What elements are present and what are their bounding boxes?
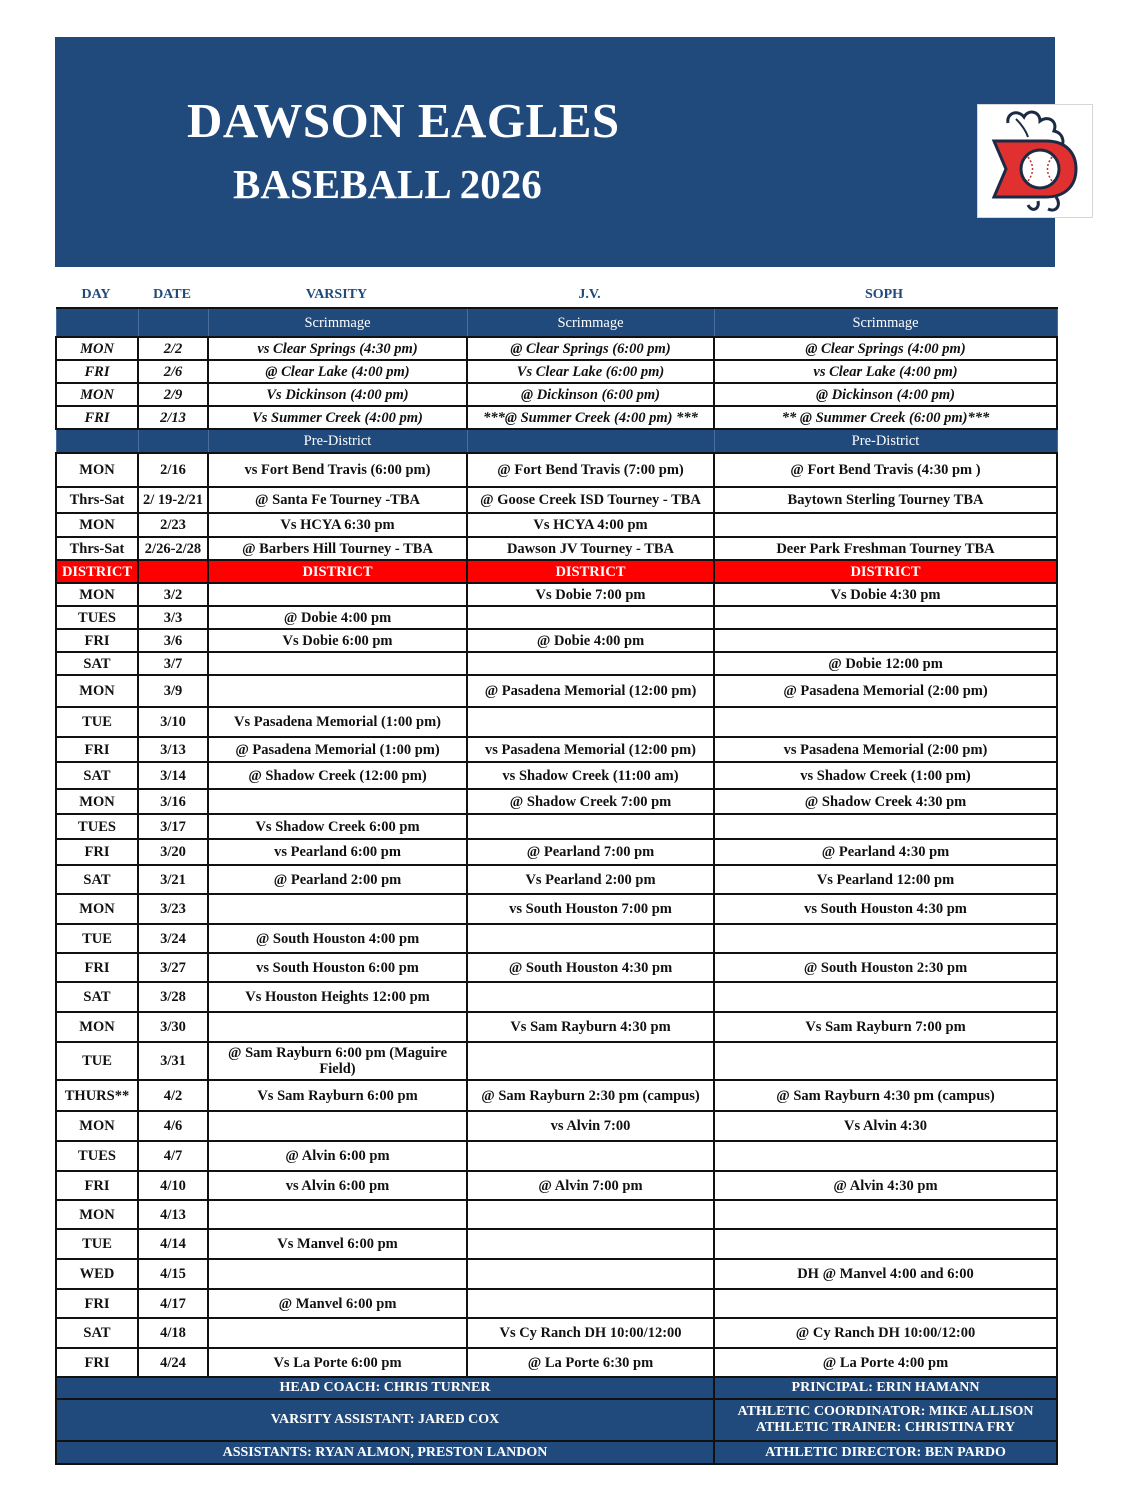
cell-day: MON <box>56 337 138 360</box>
table-row <box>56 814 1057 839</box>
cell-day: DISTRICT <box>56 560 138 583</box>
cell-jv: vs Pasadena Memorial (12:00 pm) <box>467 737 714 762</box>
cell-date: 4/24 <box>138 1348 208 1377</box>
cell-day: MON <box>56 789 138 814</box>
cell-date: 4/18 <box>138 1318 208 1348</box>
cell-varsity <box>208 1200 467 1229</box>
cell-varsity: @ Alvin 6:00 pm <box>208 1141 467 1171</box>
cell-varsity: Vs Dickinson (4:00 pm) <box>208 383 467 406</box>
cell-date: 4/14 <box>138 1229 208 1259</box>
cell-soph: vs Pasadena Memorial (2:00 pm) <box>714 737 1057 762</box>
cell-date: 3/23 <box>138 894 208 924</box>
cell-jv: @ South Houston 4:30 pm <box>467 953 714 982</box>
cell-soph: Vs Alvin 4:30 <box>714 1111 1057 1141</box>
table-row <box>56 1042 1057 1080</box>
cell-date: 3/27 <box>138 953 208 982</box>
table-row <box>56 1012 1057 1042</box>
cell-soph <box>714 1289 1057 1318</box>
cell-jv: @ La Porte 6:30 pm <box>467 1348 714 1377</box>
head-coach <box>56 1377 714 1399</box>
cell-soph <box>714 1229 1057 1259</box>
cell-day: TUES <box>56 606 138 629</box>
table-row <box>56 583 1057 606</box>
athletic-director-text: ATHLETIC DIRECTOR: BEN PARDO <box>765 1444 1006 1460</box>
cell-day: MON <box>56 894 138 924</box>
table-row <box>56 360 1057 383</box>
cell-date: 3/6 <box>138 629 208 652</box>
cell-day: MON <box>56 513 138 537</box>
cell-soph <box>714 629 1057 652</box>
cell-jv: vs Alvin 7:00 <box>467 1111 714 1141</box>
cell-day: SAT <box>56 762 138 789</box>
cell-jv <box>467 1042 714 1080</box>
athletic-staff-text: ATHLETIC COORDINATOR: MIKE ALLISON <box>737 1404 1034 1419</box>
cell-jv <box>467 652 714 675</box>
cell-date: 4/15 <box>138 1259 208 1289</box>
table-row <box>56 406 1057 429</box>
cell-jv: @ Dobie 4:00 pm <box>467 629 714 652</box>
cell-jv: @ Pearland 7:00 pm <box>467 839 714 865</box>
table-row <box>56 1141 1057 1171</box>
cell-day: FRI <box>56 360 138 383</box>
cell-jv <box>467 982 714 1012</box>
cell-soph: @ Pasadena Memorial (2:00 pm) <box>714 675 1057 707</box>
cell-date: 3/30 <box>138 1012 208 1042</box>
principal <box>714 1377 1057 1399</box>
cell-varsity <box>208 675 467 707</box>
cell-jv: Scrimmage <box>467 308 714 337</box>
cell-jv <box>467 1200 714 1229</box>
table-row <box>56 675 1057 707</box>
table-row <box>56 1171 1057 1200</box>
cell-varsity <box>208 1111 467 1141</box>
cell-date: 2/26-2/28 <box>138 537 208 560</box>
cell-day: SAT <box>56 982 138 1012</box>
cell-date: 2/ 19-2/21 <box>138 487 208 513</box>
cell-soph: vs South Houston 4:30 pm <box>714 894 1057 924</box>
cell-day: FRI <box>56 1171 138 1200</box>
cell-soph: @ La Porte 4:00 pm <box>714 1348 1057 1377</box>
cell-soph: @ Dobie 12:00 pm <box>714 652 1057 675</box>
cell-day: MON <box>56 583 138 606</box>
column-header-date: DATE <box>153 287 191 302</box>
cell-varsity: Vs Summer Creek (4:00 pm) <box>208 406 467 429</box>
cell-date: 3/14 <box>138 762 208 789</box>
cell-varsity: vs South Houston 6:00 pm <box>208 953 467 982</box>
cell-jv: @ Dickinson (6:00 pm) <box>467 383 714 406</box>
section-header-pre-district <box>56 429 1057 453</box>
table-row <box>56 762 1057 789</box>
athletic-staff <box>714 1399 1057 1441</box>
cell-soph <box>714 982 1057 1012</box>
cell-varsity: @ Santa Fe Tourney -TBA <box>208 487 467 513</box>
cell-day: Thrs-Sat <box>56 537 138 560</box>
cell-varsity: @ Clear Lake (4:00 pm) <box>208 360 467 383</box>
cell-jv: @ Alvin 7:00 pm <box>467 1171 714 1200</box>
athletic-staff-text: ATHLETIC TRAINER: CHRISTINA FRY <box>755 1420 1016 1435</box>
cell-day: MON <box>56 1111 138 1141</box>
cell-soph <box>714 707 1057 737</box>
team-logo <box>977 104 1093 218</box>
cell-soph <box>714 814 1057 839</box>
cell-jv <box>467 606 714 629</box>
cell-day: FRI <box>56 1289 138 1318</box>
cell-date: 3/21 <box>138 865 208 894</box>
cell-jv: Vs Pearland 2:00 pm <box>467 865 714 894</box>
cell-jv: Vs Cy Ranch DH 10:00/12:00 <box>467 1318 714 1348</box>
cell-varsity: vs Clear Springs (4:30 pm) <box>208 337 467 360</box>
cell-jv: @ Shadow Creek 7:00 pm <box>467 789 714 814</box>
cell-varsity: Vs La Porte 6:00 pm <box>208 1348 467 1377</box>
cell-day <box>56 429 138 453</box>
cell-soph: @ Dickinson (4:00 pm) <box>714 383 1057 406</box>
footer-row <box>56 1441 1057 1464</box>
cell-jv: vs Shadow Creek (11:00 am) <box>467 762 714 789</box>
cell-day: MON <box>56 1200 138 1229</box>
cell-soph: Deer Park Freshman Tourney TBA <box>714 537 1057 560</box>
athletic-director <box>714 1441 1057 1464</box>
cell-date: 3/31 <box>138 1042 208 1080</box>
cell-varsity: Vs Houston Heights 12:00 pm <box>208 982 467 1012</box>
cell-varsity <box>208 1012 467 1042</box>
cell-date: 2/6 <box>138 360 208 383</box>
cell-soph: @ Pearland 4:30 pm <box>714 839 1057 865</box>
footer-row <box>56 1399 1057 1441</box>
cell-soph <box>714 1200 1057 1229</box>
cell-date: 4/6 <box>138 1111 208 1141</box>
cell-soph: @ Clear Springs (4:00 pm) <box>714 337 1057 360</box>
header-banner <box>55 37 1055 267</box>
cell-varsity <box>208 1259 467 1289</box>
cell-jv: Vs Clear Lake (6:00 pm) <box>467 360 714 383</box>
cell-varsity: vs Fort Bend Travis (6:00 pm) <box>208 453 467 487</box>
table-row <box>56 982 1057 1012</box>
cell-varsity: Vs Sam Rayburn 6:00 pm <box>208 1080 467 1111</box>
cell-soph: Vs Sam Rayburn 7:00 pm <box>714 1012 1057 1042</box>
cell-day: FRI <box>56 737 138 762</box>
cell-date: 4/10 <box>138 1171 208 1200</box>
table-row <box>56 383 1057 406</box>
cell-date: 2/16 <box>138 453 208 487</box>
cell-soph: vs Shadow Creek (1:00 pm) <box>714 762 1057 789</box>
cell-soph: DH @ Manvel 4:00 and 6:00 <box>714 1259 1057 1289</box>
cell-jv: Vs Dobie 7:00 pm <box>467 583 714 606</box>
cell-varsity <box>208 894 467 924</box>
cell-day: FRI <box>56 629 138 652</box>
cell-day: WED <box>56 1259 138 1289</box>
head-coach-text: HEAD COACH: CHRIS TURNER <box>279 1380 491 1395</box>
table-row <box>56 1111 1057 1141</box>
cell-varsity: @ Manvel 6:00 pm <box>208 1289 467 1318</box>
cell-varsity: DISTRICT <box>208 560 467 583</box>
cell-day: TUE <box>56 1042 138 1080</box>
cell-soph: vs Clear Lake (4:00 pm) <box>714 360 1057 383</box>
assistants-text: ASSISTANTS: RYAN ALMON, PRESTON LANDON <box>222 1444 548 1460</box>
cell-jv: ***@ Summer Creek (4:00 pm) *** <box>467 406 714 429</box>
cell-soph: Vs Dobie 4:30 pm <box>714 583 1057 606</box>
table-row <box>56 1318 1057 1348</box>
cell-soph <box>714 1042 1057 1080</box>
cell-day: MON <box>56 383 138 406</box>
cell-varsity: vs Pearland 6:00 pm <box>208 839 467 865</box>
cell-varsity: @ Barbers Hill Tourney - TBA <box>208 537 467 560</box>
cell-date: 4/17 <box>138 1289 208 1318</box>
table-row <box>56 924 1057 953</box>
principal-text: PRINCIPAL: ERIN HAMANN <box>791 1380 980 1395</box>
cell-day: MON <box>56 453 138 487</box>
cell-day: FRI <box>56 839 138 865</box>
cell-jv <box>467 1259 714 1289</box>
cell-jv: @ Clear Springs (6:00 pm) <box>467 337 714 360</box>
cell-soph: @ Sam Rayburn 4:30 pm (campus) <box>714 1080 1057 1111</box>
cell-day: SAT <box>56 1318 138 1348</box>
table-row <box>56 953 1057 982</box>
varsity-assistant <box>56 1399 714 1441</box>
cell-day: SAT <box>56 865 138 894</box>
cell-varsity: @ Shadow Creek (12:00 pm) <box>208 762 467 789</box>
cell-day: Thrs-Sat <box>56 487 138 513</box>
schedule-table <box>55 307 1058 1465</box>
table-row <box>56 652 1057 675</box>
table-row <box>56 1348 1057 1377</box>
page-subtitle: BASEBALL 2026 <box>233 161 542 207</box>
cell-date: 3/28 <box>138 982 208 1012</box>
cell-date: 4/7 <box>138 1141 208 1171</box>
cell-jv <box>467 1289 714 1318</box>
section-header-scrimmage <box>56 308 1057 337</box>
cell-soph: Baytown Sterling Tourney TBA <box>714 487 1057 513</box>
cell-date: 3/16 <box>138 789 208 814</box>
cell-date: 3/3 <box>138 606 208 629</box>
cell-date: 3/13 <box>138 737 208 762</box>
claw-d-baseball-icon <box>978 105 1092 217</box>
cell-varsity <box>208 1318 467 1348</box>
cell-date: 3/20 <box>138 839 208 865</box>
cell-jv: Vs Sam Rayburn 4:30 pm <box>467 1012 714 1042</box>
cell-day: TUE <box>56 1229 138 1259</box>
cell-date <box>138 560 208 583</box>
cell-soph <box>714 924 1057 953</box>
table-row <box>56 1080 1057 1111</box>
table-row <box>56 487 1057 513</box>
varsity-assistant-text: VARSITY ASSISTANT: JARED COX <box>270 1412 500 1427</box>
table-row <box>56 789 1057 814</box>
footer-row <box>56 1377 1057 1399</box>
cell-jv: @ Sam Rayburn 2:30 pm (campus) <box>467 1080 714 1111</box>
cell-jv: vs South Houston 7:00 pm <box>467 894 714 924</box>
cell-date: 3/17 <box>138 814 208 839</box>
cell-varsity: @ South Houston 4:00 pm <box>208 924 467 953</box>
cell-varsity: Pre-District <box>208 429 467 453</box>
cell-date: 2/23 <box>138 513 208 537</box>
cell-varsity: @ Pasadena Memorial (1:00 pm) <box>208 737 467 762</box>
cell-varsity <box>208 789 467 814</box>
cell-day: MON <box>56 675 138 707</box>
table-row <box>56 537 1057 560</box>
cell-day: MON <box>56 1012 138 1042</box>
cell-varsity: @ Pearland 2:00 pm <box>208 865 467 894</box>
table-row <box>56 1259 1057 1289</box>
cell-day <box>56 308 138 337</box>
cell-jv <box>467 814 714 839</box>
table-row <box>56 453 1057 487</box>
cell-date: 3/10 <box>138 707 208 737</box>
cell-varsity: vs Alvin 6:00 pm <box>208 1171 467 1200</box>
cell-soph <box>714 606 1057 629</box>
cell-soph: @ Alvin 4:30 pm <box>714 1171 1057 1200</box>
cell-jv <box>467 429 714 453</box>
cell-varsity: Vs Dobie 6:00 pm <box>208 629 467 652</box>
table-row <box>56 894 1057 924</box>
cell-soph: Pre-District <box>714 429 1057 453</box>
cell-jv: DISTRICT <box>467 560 714 583</box>
cell-day: SAT <box>56 652 138 675</box>
cell-date: 4/2 <box>138 1080 208 1111</box>
cell-varsity <box>208 583 467 606</box>
page-title: DAWSON EAGLES <box>187 93 620 148</box>
cell-day: TUES <box>56 814 138 839</box>
column-header-varsity: VARSITY <box>305 287 368 302</box>
cell-jv <box>467 707 714 737</box>
table-row <box>56 737 1057 762</box>
cell-varsity: Scrimmage <box>208 308 467 337</box>
cell-date: 3/24 <box>138 924 208 953</box>
cell-jv <box>467 924 714 953</box>
cell-date <box>138 308 208 337</box>
cell-jv: @ Pasadena Memorial (12:00 pm) <box>467 675 714 707</box>
cell-soph: @ Shadow Creek 4:30 pm <box>714 789 1057 814</box>
cell-date <box>138 429 208 453</box>
cell-soph: Vs Pearland 12:00 pm <box>714 865 1057 894</box>
cell-soph: @ South Houston 2:30 pm <box>714 953 1057 982</box>
table-row <box>56 606 1057 629</box>
section-header-district <box>56 560 1057 583</box>
cell-soph: DISTRICT <box>714 560 1057 583</box>
cell-soph <box>714 513 1057 537</box>
cell-soph: Scrimmage <box>714 308 1057 337</box>
cell-jv <box>467 1141 714 1171</box>
cell-jv: @ Fort Bend Travis (7:00 pm) <box>467 453 714 487</box>
cell-date: 2/9 <box>138 383 208 406</box>
cell-day: TUE <box>56 924 138 953</box>
table-row <box>56 1289 1057 1318</box>
cell-jv <box>467 1229 714 1259</box>
cell-day: FRI <box>56 953 138 982</box>
cell-day: THURS** <box>56 1080 138 1111</box>
cell-day: FRI <box>56 406 138 429</box>
cell-varsity: @ Dobie 4:00 pm <box>208 606 467 629</box>
table-row <box>56 1200 1057 1229</box>
table-row <box>56 1229 1057 1259</box>
cell-date: 3/2 <box>138 583 208 606</box>
column-header-jv: J.V. <box>578 287 601 302</box>
cell-day: TUES <box>56 1141 138 1171</box>
table-row <box>56 839 1057 865</box>
cell-jv: Dawson JV Tourney - TBA <box>467 537 714 560</box>
table-row <box>56 865 1057 894</box>
cell-date: 2/13 <box>138 406 208 429</box>
cell-varsity: @ Sam Rayburn 6:00 pm (Maguire Field) <box>208 1042 467 1080</box>
cell-soph: ** @ Summer Creek (6:00 pm)*** <box>714 406 1057 429</box>
cell-varsity: Vs Manvel 6:00 pm <box>208 1229 467 1259</box>
table-row <box>56 337 1057 360</box>
table-row <box>56 707 1057 737</box>
cell-varsity <box>208 652 467 675</box>
cell-soph: @ Cy Ranch DH 10:00/12:00 <box>714 1318 1057 1348</box>
cell-date: 4/13 <box>138 1200 208 1229</box>
cell-date: 3/9 <box>138 675 208 707</box>
cell-jv: Vs HCYA 4:00 pm <box>467 513 714 537</box>
cell-varsity: Vs Shadow Creek 6:00 pm <box>208 814 467 839</box>
cell-jv: @ Goose Creek ISD Tourney - TBA <box>467 487 714 513</box>
cell-varsity: Vs HCYA 6:30 pm <box>208 513 467 537</box>
cell-day: TUE <box>56 707 138 737</box>
cell-varsity: Vs Pasadena Memorial (1:00 pm) <box>208 707 467 737</box>
table-row <box>56 629 1057 652</box>
column-header-soph: SOPH <box>864 287 904 302</box>
table-row <box>56 513 1057 537</box>
cell-date: 2/2 <box>138 337 208 360</box>
assistants <box>56 1441 714 1464</box>
cell-day: FRI <box>56 1348 138 1377</box>
cell-date: 3/7 <box>138 652 208 675</box>
column-header-day: DAY <box>81 287 111 302</box>
cell-soph: @ Fort Bend Travis (4:30 pm ) <box>714 453 1057 487</box>
cell-soph <box>714 1141 1057 1171</box>
